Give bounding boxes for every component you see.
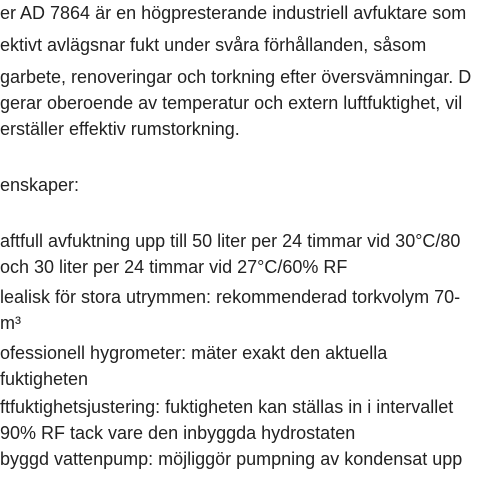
intro-line-2: ektivt avlägsnar fukt under svåra förhållanden, såsom	[0, 35, 427, 55]
feature-5-line-1: byggd vattenpump: möjliggör pumpning av kondensat upp	[0, 449, 463, 469]
feature-1-line-1: aftfull avfuktning upp till 50 liter per 24 timmar vid 30°C/80	[0, 231, 461, 251]
feature-3-line-2: fuktigheten	[0, 369, 89, 389]
feature-2-line-2: m³	[0, 313, 21, 333]
feature-3-line-1: ofessionell hygrometer: mäter exakt den aktuella	[0, 343, 388, 363]
section-heading: enskaper:	[0, 175, 80, 195]
intro-line-5: erställer effektiv rumstorkning.	[0, 119, 240, 139]
intro-line-1: er AD 7864 är en högpresterande industriell avfuktare som	[0, 3, 467, 23]
feature-4-line-2: 90% RF tack vare den inbyggda hydrostaten	[0, 423, 356, 443]
feature-2-line-1: lealisk för stora utrymmen: rekommenderad torkvolym 70-	[0, 287, 461, 307]
intro-line-4: gerar oberoende av temperatur och extern luftfuktighet, vil	[0, 93, 463, 113]
intro-line-3: garbete, renoveringar och torkning efter översvämningar. D	[0, 67, 472, 87]
feature-4-line-1: ftfuktighetsjustering: fuktigheten kan ställas in i intervallet	[0, 397, 454, 417]
feature-1-line-2: och 30 liter per 24 timmar vid 27°C/60% RF	[0, 257, 348, 277]
